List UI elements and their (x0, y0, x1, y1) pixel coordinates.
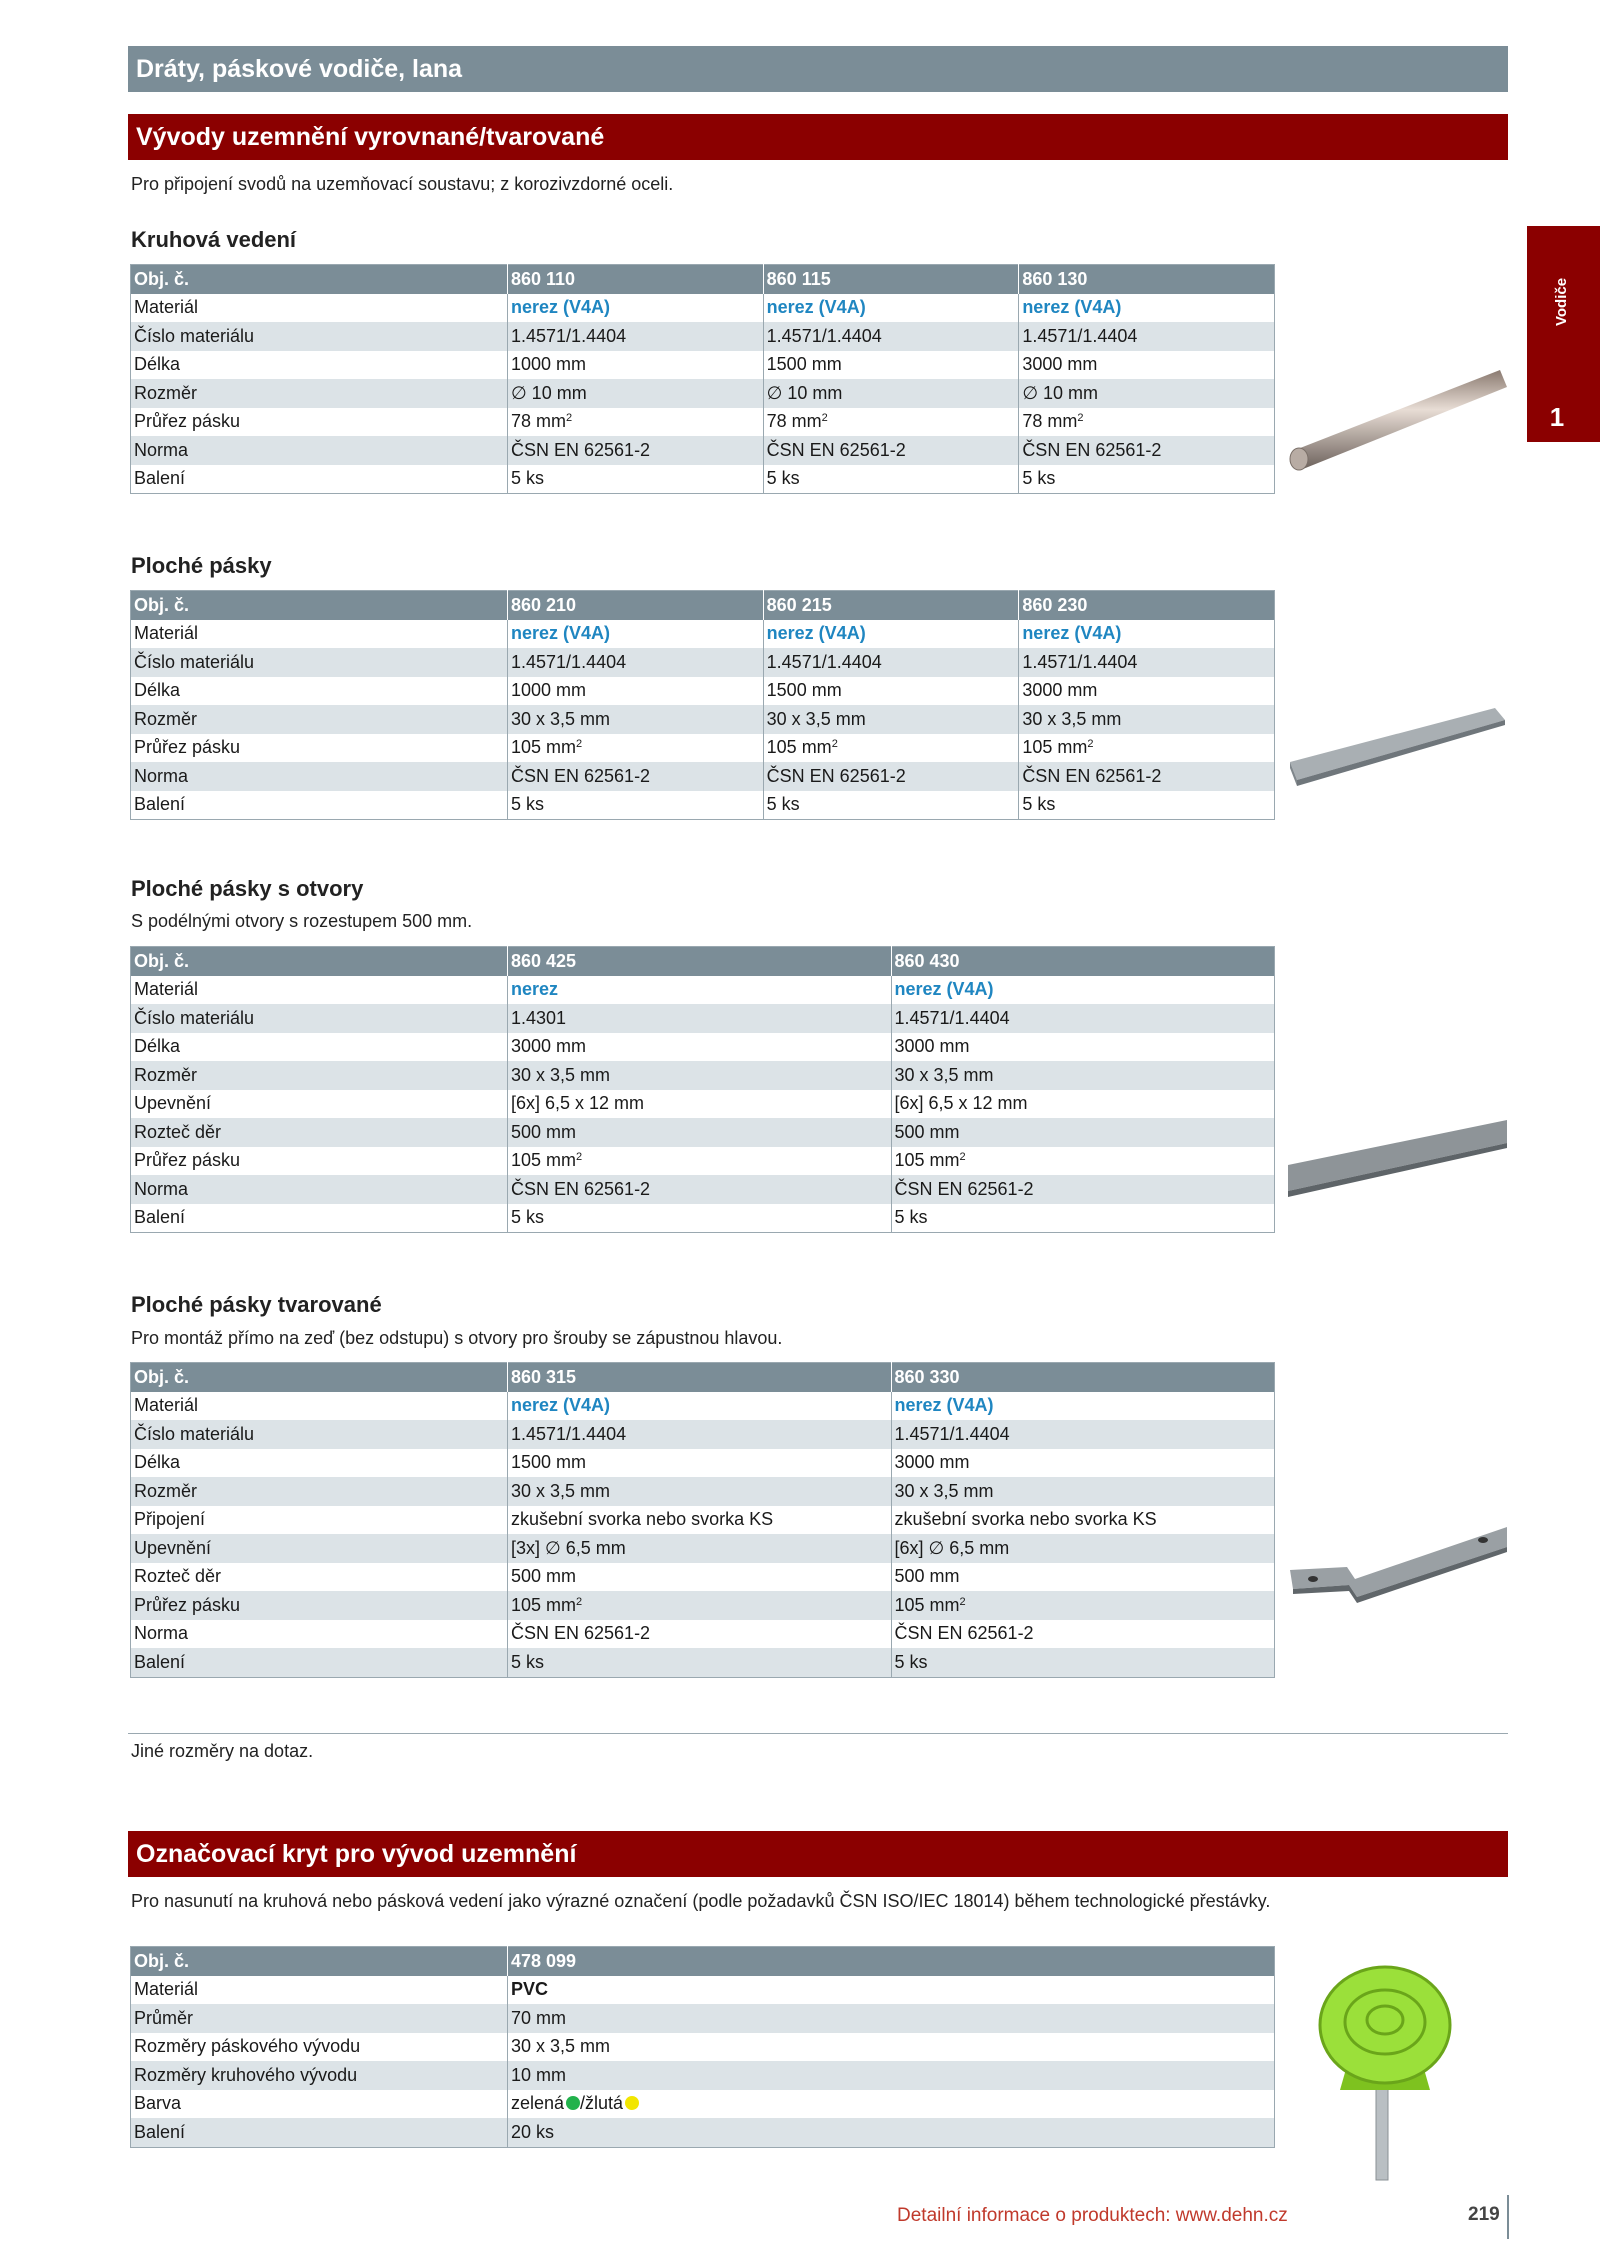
table-cell: 30 x 3,5 mm (763, 705, 1019, 734)
table-cell: 3000 mm (1019, 677, 1275, 706)
table-cell: [6x] 6,5 x 12 mm (891, 1090, 1275, 1119)
marker-cap-image (1310, 1960, 1460, 2190)
table-cell: [6x] ∅ 6,5 mm (891, 1534, 1275, 1563)
header-cell: 860 130 (1019, 265, 1275, 294)
table-row (131, 1591, 1275, 1620)
row-label: Balení (131, 2118, 508, 2147)
row-label: Číslo materiálu (131, 1420, 508, 1449)
table-cell: [6x] 6,5 x 12 mm (508, 1090, 892, 1119)
t4-description: Pro montáž přímo na zeď (bez odstupu) s otvory pro šrouby se zápustnou hlavou. (131, 1328, 783, 1348)
table-cell: 1.4571/1.4404 (763, 322, 1019, 351)
row-label: Barva (134, 2093, 182, 2114)
table-cell: ČSN EN 62561-2 (763, 762, 1019, 791)
row-label: Připojení (134, 1509, 206, 1530)
green-dot-icon (566, 2096, 580, 2110)
t2-table (130, 590, 1275, 820)
table-cell: ČSN EN 62561-2 (508, 1175, 892, 1204)
table-row (131, 734, 1275, 763)
table-cell: ČSN EN 62561-2 (508, 1620, 892, 1649)
table-cell: 105 $mm^2$ (508, 1147, 892, 1176)
table-cell: ČSN EN 62561-2 (1019, 762, 1275, 791)
table-row (131, 1392, 1275, 1421)
header-cell: 860 315 (508, 1363, 892, 1392)
table-cell: 30 x 3,5 mm (508, 2033, 1275, 2062)
header-cell: Obj. č. (131, 1363, 508, 1392)
table-cell: ČSN EN 62561-2 (1019, 436, 1275, 465)
t3-table (130, 946, 1275, 1233)
table-cell: 30 x 3,5 mm (891, 1477, 1275, 1506)
table-row (131, 1090, 1275, 1119)
table-row (131, 976, 1275, 1005)
row-label: Délka (134, 354, 181, 375)
table-cell: 30 x 3,5 mm (1019, 705, 1275, 734)
table-row (131, 1033, 1275, 1062)
table-cell: 1000 mm (508, 351, 764, 380)
table-row (131, 1506, 1275, 1535)
header-cell: 860 230 (1019, 591, 1275, 620)
table-cell: zelená /žlutá (508, 2090, 1275, 2119)
table-cell: 1000 mm (508, 677, 764, 706)
table-cell: 20 ks (508, 2118, 1275, 2147)
row-label: Norma (131, 1175, 508, 1204)
shaped-strip-image (1285, 1515, 1510, 1615)
table-cell: ∅ 10 mm (1019, 379, 1275, 408)
table-cell: 500 mm (508, 1118, 892, 1147)
header-cell: Obj. č. (131, 265, 508, 294)
table-cell: 5 ks (1019, 791, 1275, 820)
row-label: Číslo materiálu (131, 648, 508, 677)
table-row (131, 436, 1275, 465)
table-cell: zkušební svorka nebo svorka KS (508, 1506, 892, 1535)
row-label: Rozměr (131, 1061, 508, 1090)
table-cell: 1.4571/1.4404 (508, 1420, 892, 1449)
table-cell: 1500 mm (508, 1449, 892, 1478)
table-cell: ∅ 10 mm (763, 379, 1019, 408)
table-row (131, 2033, 1275, 2062)
page-number-rule (1507, 2195, 1509, 2239)
table-row (131, 620, 1275, 649)
row-label: Rozměry páskového vývodu (134, 2036, 361, 2057)
table-row (131, 1449, 1275, 1478)
round-conductor-image (1285, 365, 1510, 485)
header-cell: 860 330 (891, 1363, 1275, 1392)
row-label: Průřez pásku (134, 737, 241, 758)
row-label: Materiál (134, 297, 199, 318)
table-row (131, 705, 1275, 734)
row-label: Rozteč děr (134, 1566, 222, 1587)
row-label: Materiál (134, 979, 199, 1000)
table-cell: 3000 mm (891, 1449, 1275, 1478)
table-cell: 30 x 3,5 mm (891, 1061, 1275, 1090)
table-row (131, 408, 1275, 437)
row-label: Norma (131, 436, 508, 465)
row-label: Balení (134, 468, 186, 489)
table-row (131, 648, 1275, 677)
row-label: Materiál (134, 623, 199, 644)
table-cell: [3x] ∅ 6,5 mm (508, 1534, 892, 1563)
row-label: Rozteč děr (131, 1118, 508, 1147)
table-row (131, 1118, 1275, 1147)
table-cell: 78 $mm^2$ (763, 408, 1019, 437)
table-cell: 5 ks (1019, 465, 1275, 494)
table-cell: nerez (V4A) (891, 976, 1275, 1005)
table-row (131, 762, 1275, 791)
header-cell: Obj. č. (131, 1947, 508, 1976)
t1-title: Kruhová vedení (131, 227, 297, 252)
table-cell: 78 $mm^2$ (508, 408, 764, 437)
t3-description: S podélnými otvory s rozestupem 500 mm. (131, 911, 473, 931)
row-label: Číslo materiálu (131, 1004, 508, 1033)
table-header-row (131, 1363, 1275, 1392)
table-cell: 1.4571/1.4404 (1019, 322, 1275, 351)
table-row (131, 1477, 1275, 1506)
header-cell: 860 215 (763, 591, 1019, 620)
table-row (131, 351, 1275, 380)
table-row (131, 1420, 1275, 1449)
table-cell: ČSN EN 62561-2 (891, 1175, 1275, 1204)
table-cell: zkušební svorka nebo svorka KS (891, 1506, 1275, 1535)
row-label: Balení (134, 794, 186, 815)
table-cell: 30 x 3,5 mm (508, 1477, 892, 1506)
section-intro: Pro připojení svodů na uzemňovací soustavu; z korozivzdorné oceli. (131, 174, 674, 194)
table-row (131, 1620, 1275, 1649)
table-cell: ČSN EN 62561-2 (508, 436, 764, 465)
header-cell: 860 425 (508, 947, 892, 976)
header-cell: 478 099 (508, 1947, 1275, 1976)
section2-intro: Pro nasunutí na kruhová nebo pásková vedení jako výrazné označení (podle požadavků ČSN ISO/IEC 18014) během technologické přestávky. (131, 1891, 1271, 1911)
table-row (131, 2004, 1275, 2033)
table-row (131, 1534, 1275, 1563)
table-cell: nerez (V4A) (1019, 620, 1275, 649)
table-row (131, 1204, 1275, 1233)
table-cell: 1.4571/1.4404 (1019, 648, 1275, 677)
table-cell: 500 mm (891, 1118, 1275, 1147)
table-header-row (131, 591, 1275, 620)
category-header: Dráty, páskové vodiče, lana (128, 46, 1508, 92)
chapter-tab-number: 1 (1549, 402, 1565, 432)
table-row (131, 1004, 1275, 1033)
header-cell: Obj. č. (131, 591, 508, 620)
table-cell: 30 x 3,5 mm (508, 705, 764, 734)
table-cell: 105 $mm^2$ (508, 734, 764, 763)
header-cell: 860 110 (508, 265, 764, 294)
table-cell: nerez (V4A) (508, 620, 764, 649)
table-cell: 105 $mm^2$ (763, 734, 1019, 763)
table-cell: 1.4571/1.4404 (891, 1420, 1275, 1449)
table-cell: 70 mm (508, 2004, 1275, 2033)
table-cell: 3000 mm (1019, 351, 1275, 380)
table-cell: 5 ks (508, 1648, 892, 1677)
table-cell: 500 mm (508, 1563, 892, 1592)
table-header-row (131, 265, 1275, 294)
table-cell: nerez (V4A) (763, 294, 1019, 323)
header-cell: Obj. č. (131, 947, 508, 976)
table-cell: 5 ks (891, 1204, 1275, 1233)
flat-strip-image (1285, 700, 1510, 800)
row-label: Rozměry kruhového vývodu (131, 2061, 508, 2090)
table-cell: 105 $mm^2$ (1019, 734, 1275, 763)
header-cell: 860 430 (891, 947, 1275, 976)
table-cell: 105 $mm^2$ (891, 1147, 1275, 1176)
table-row (131, 1147, 1275, 1176)
yellow-dot-icon (625, 2096, 639, 2110)
table-cell: ∅ 10 mm (508, 379, 764, 408)
row-label: Rozměr (131, 1477, 508, 1506)
table-cell: 5 ks (763, 465, 1019, 494)
table-cell: 1.4571/1.4404 (891, 1004, 1275, 1033)
table-cell: 5 ks (508, 791, 764, 820)
table-cell: 3000 mm (508, 1033, 892, 1062)
row-label: Materiál (134, 1979, 199, 2000)
table-cell: 3000 mm (891, 1033, 1275, 1062)
table-row (131, 1976, 1275, 2005)
table-cell: ČSN EN 62561-2 (508, 762, 764, 791)
table-row (131, 2090, 1275, 2119)
row-label: Rozměr (131, 379, 508, 408)
table-cell: 5 ks (763, 791, 1019, 820)
row-label: Upevnění (134, 1093, 212, 1114)
row-label: Materiál (134, 1395, 199, 1416)
table-row (131, 677, 1275, 706)
table-row (131, 2061, 1275, 2090)
header-cell: 860 210 (508, 591, 764, 620)
row-label: Průřez pásku (134, 411, 241, 432)
perforated-strip-image (1285, 1115, 1510, 1215)
table-cell: ČSN EN 62561-2 (763, 436, 1019, 465)
table-cell: PVC (508, 1976, 1275, 2005)
table-cell: 5 ks (891, 1648, 1275, 1677)
table-cell: 1.4571/1.4404 (508, 322, 764, 351)
divider (128, 1733, 1508, 1734)
table-cell: 10 mm (508, 2061, 1275, 2090)
table-cell: nerez (V4A) (508, 1392, 892, 1421)
section-title-grounding-outlets: Vývody uzemnění vyrovnané/tvarované (128, 114, 1508, 160)
table-cell: 1500 mm (763, 677, 1019, 706)
table-cell: 1.4571/1.4404 (508, 648, 764, 677)
row-label: Číslo materiálu (131, 322, 508, 351)
table-cell: 105 $mm^2$ (508, 1591, 892, 1620)
page-number: 219 (1468, 2204, 1500, 2225)
table-cell: 30 x 3,5 mm (508, 1061, 892, 1090)
row-label: Norma (134, 1623, 189, 1644)
table-cell: 1.4301 (508, 1004, 892, 1033)
table-cell: 78 $mm^2$ (1019, 408, 1275, 437)
header-cell: 860 115 (763, 265, 1019, 294)
table-cell: nerez (V4A) (763, 620, 1019, 649)
chapter-tab-label: Vodiče (1553, 277, 1570, 326)
table-row (131, 1648, 1275, 1677)
row-label: Balení (131, 1648, 508, 1677)
row-label: Délka (134, 680, 181, 701)
t2-title: Ploché pásky (131, 553, 272, 578)
t5-table (130, 1946, 1275, 2148)
table-row (131, 1175, 1275, 1204)
table-cell: nerez (V4A) (1019, 294, 1275, 323)
table-cell: 5 ks (508, 1204, 892, 1233)
product-info-link[interactable]: Detailní informace o produktech: www.dehn.cz (897, 2205, 1288, 2226)
row-label: Norma (131, 762, 508, 791)
table-cell: 1.4571/1.4404 (763, 648, 1019, 677)
table-header-row (131, 947, 1275, 976)
row-label: Průměr (131, 2004, 508, 2033)
table-row (131, 322, 1275, 351)
table-cell: nerez (508, 976, 892, 1005)
table-cell: ČSN EN 62561-2 (891, 1620, 1275, 1649)
t3-title: Ploché pásky s otvory (131, 876, 364, 901)
row-label: Délka (134, 1036, 181, 1057)
table-cell: 1500 mm (763, 351, 1019, 380)
row-label: Průřez pásku (131, 1591, 508, 1620)
row-label: Balení (134, 1207, 186, 1228)
row-label: Upevnění (131, 1534, 508, 1563)
note-other-sizes: Jiné rozměry na dotaz. (131, 1741, 314, 1761)
t1-table (130, 264, 1275, 494)
table-header-row (131, 1947, 1275, 1976)
table-row (131, 1563, 1275, 1592)
t4-title: Ploché pásky tvarované (131, 1292, 382, 1317)
table-cell: 500 mm (891, 1563, 1275, 1592)
table-cell: 105 $mm^2$ (891, 1591, 1275, 1620)
table-row (131, 465, 1275, 494)
table-row (131, 791, 1275, 820)
row-label: Rozměr (131, 705, 508, 734)
section-title-marker-cap: Označovací kryt pro vývod uzemnění (128, 1831, 1508, 1877)
table-cell: nerez (V4A) (508, 294, 764, 323)
table-cell: 5 ks (508, 465, 764, 494)
chapter-tab[interactable] (1527, 226, 1600, 442)
row-label: Délka (134, 1452, 181, 1473)
table-row (131, 294, 1275, 323)
table-row (131, 2118, 1275, 2147)
table-row (131, 379, 1275, 408)
t4-table (130, 1362, 1275, 1678)
table-row (131, 1061, 1275, 1090)
table-cell: nerez (V4A) (891, 1392, 1275, 1421)
row-label: Průřez pásku (134, 1150, 241, 1171)
